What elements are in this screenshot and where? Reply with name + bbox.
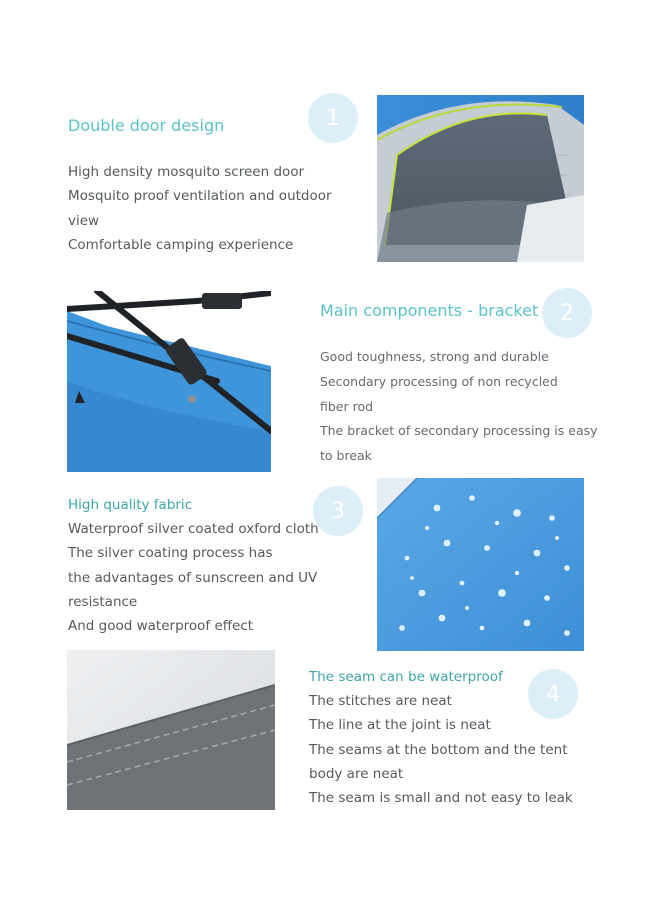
section-1-title: Double door design [68, 116, 225, 135]
section-2-description [320, 345, 598, 469]
section-2-line: to break [320, 448, 372, 464]
section-4-number-badge: 4 [528, 669, 578, 719]
section-3-line: the advantages of sunscreen and UV [68, 569, 318, 586]
section-3-line: resistance [68, 593, 138, 610]
section-4-line: The seams at the bottom and the tent [309, 741, 568, 758]
section-1-number-badge: 1 [308, 93, 358, 143]
section-3-line: And good waterproof effect [68, 618, 254, 635]
section-2-line: Secondary processing of non recycled [320, 373, 558, 389]
section-3-line: Waterproof silver coated oxford cloth [68, 521, 319, 537]
section-4-title: The seam can be waterproof [309, 669, 503, 685]
section-2-number-badge: 2 [542, 288, 592, 338]
section-3-description [68, 517, 319, 638]
section-4-line: The stitches are neat [309, 693, 452, 709]
section-1-line: view [68, 212, 100, 229]
tent-bracket-image [67, 291, 271, 472]
section-4-line: The line at the joint is neat [309, 717, 491, 734]
section-4-line: body are neat [309, 765, 404, 782]
tent-door-image [377, 95, 584, 262]
section-2-line: Good toughness, strong and durable [320, 349, 549, 364]
section-2-line: fiber rod [320, 398, 374, 414]
section-4-description [309, 689, 573, 810]
section-3-title: High quality fabric [68, 497, 193, 513]
section-4-line: The seam is small and not easy to leak [309, 790, 573, 807]
section-1-line: Comfortable camping experience [68, 236, 294, 253]
section-3-line: The silver coating process has [68, 545, 273, 562]
water-droplets-image [377, 478, 584, 651]
section-2-line: The bracket of secondary processing is easy [320, 423, 598, 439]
section-2-title: Main components - bracket [320, 301, 539, 320]
seam-image [67, 650, 275, 810]
section-1-description [68, 160, 332, 257]
section-3-number-badge: 3 [313, 486, 363, 536]
section-1-line: High density mosquito screen door [68, 164, 305, 180]
section-1-line: Mosquito proof ventilation and outdoor [68, 188, 332, 205]
